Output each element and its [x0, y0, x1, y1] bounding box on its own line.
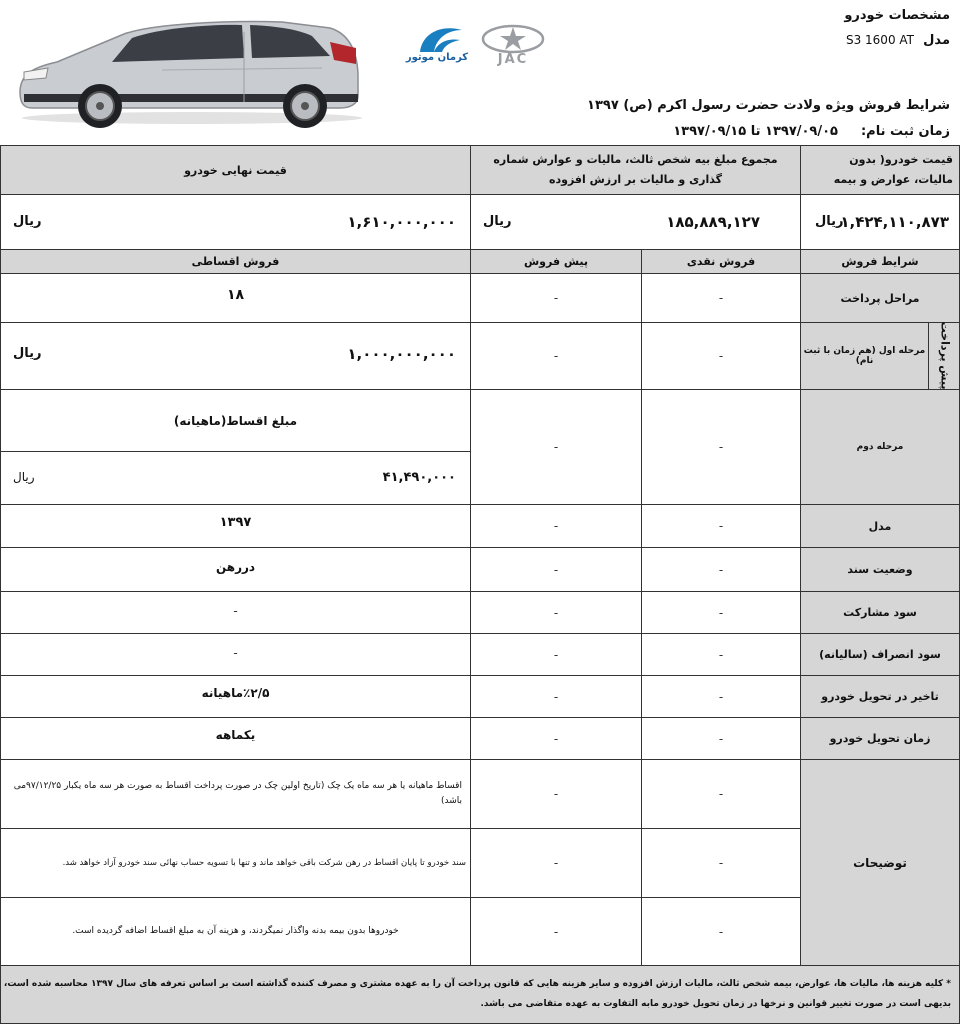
profit-label-cell: سود مشارکت — [800, 591, 960, 634]
cancel-installment-cell — [0, 633, 471, 676]
cancel-value: - — [233, 646, 238, 660]
tax-cell — [470, 194, 801, 250]
note1-cash-cell: - — [641, 759, 801, 829]
profit-cash-cell: - — [641, 591, 801, 634]
stages-installment-cell — [0, 273, 471, 323]
prepay-label-cell: پیش پرداخت — [928, 322, 960, 390]
col-installment: فروش اقساطی — [0, 249, 471, 274]
profit-installment-cell — [0, 591, 471, 634]
registration-label: زمان ثبت نام: — [860, 124, 950, 139]
delay-installment-cell — [0, 675, 471, 718]
kerman-motor-logo — [404, 22, 470, 68]
model-value: S3 1600 AT — [845, 33, 914, 47]
note2-cash-cell: - — [641, 828, 801, 898]
note1-text: اقساط ماهیانه یا هر سه ماه یک چک (تاریخ اولین چک در صورت پرداخت اقساط به صورت هر سه ماه یکبار ۹۷/۱۲/۲۵می باشد) — [13, 781, 462, 806]
delay-presale-cell: - — [470, 675, 642, 718]
monthly-label-cell: مبلغ اقساط(ماهیانه) — [0, 389, 471, 452]
stage1-cash-cell: - — [641, 322, 801, 390]
note1-cell — [0, 759, 471, 829]
note3-presale-cell: - — [470, 897, 642, 966]
stages-presale-cell: - — [470, 273, 642, 323]
jac-logo-text: JAC — [497, 52, 529, 67]
delivery-value: یکماهه — [215, 728, 256, 742]
monthly-unit: ریال — [13, 470, 35, 484]
base-price-header: قیمت خودرو( بدون مالیات، عوارض و بیمه — [800, 145, 960, 195]
tax-unit: ریال — [483, 214, 512, 229]
base-price-unit: ریال — [815, 214, 844, 229]
model-presale-cell: - — [470, 504, 642, 548]
doc-label-cell: وضعیت سند — [800, 547, 960, 592]
stage1-presale-cell: - — [470, 322, 642, 390]
cancel-label-cell: سود انصراف (سالیانه) — [800, 633, 960, 676]
note2-presale-cell: - — [470, 828, 642, 898]
tax-header: مجموع مبلغ بیه شخص ثالث، مالیات و عوارش شماره گذاری و مالیات بر ارزش افزوده — [470, 145, 801, 195]
cancel-cash-cell: - — [641, 633, 801, 676]
doc-installment-cell — [0, 547, 471, 592]
profit-value: - — [233, 604, 238, 618]
model-label-cell: مدل — [800, 504, 960, 548]
col-cash: فروش نقدی — [641, 249, 801, 274]
sale-title: شرایط فروش ویژه ولادت حضرت رسول اکرم (ص) ۱۳۹۷ — [587, 98, 950, 113]
note2-cell — [0, 828, 471, 898]
note1-presale-cell: - — [470, 759, 642, 829]
note3-cash-cell: - — [641, 897, 801, 966]
final-price-value: ۱,۶۱۰,۰۰۰,۰۰۰ — [347, 213, 456, 231]
delivery-cash-cell: - — [641, 717, 801, 760]
jac-logo — [478, 24, 548, 68]
specs-title: مشخصات خودرو — [844, 8, 950, 23]
note2-text: سند خودرو تا پایان اقساط در رهن شرکت باقی خواهد ماند و تنها با تسویه حساب نهائی سند خودرو آزاد خواهد شد. — [62, 857, 466, 868]
final-price-cell — [0, 194, 471, 250]
stages-label-cell: مراحل پرداخت — [800, 273, 960, 323]
final-price-unit: ریال — [13, 214, 42, 229]
stages-cash-cell: - — [641, 273, 801, 323]
doc-presale-cell: - — [470, 547, 642, 592]
kerman-motor-logo-text: کرمان موتور — [405, 52, 469, 63]
note3-text: خودروها بدون بیمه بدنه واگذار نمیگردند، و هزینه آن به مبلغ اقساط اضافه گردیده است. — [72, 926, 399, 936]
model-year-value: ۱۳۹۷ — [219, 515, 252, 530]
delivery-installment-cell — [0, 717, 471, 760]
car-image — [12, 12, 362, 127]
stage2-label-cell: مرحله دوم — [800, 389, 960, 505]
stage2-cash-cell: - — [641, 389, 801, 505]
monthly-value-cell — [0, 451, 471, 505]
delivery-label-cell: زمان تحویل خودرو — [800, 717, 960, 760]
registration-dates: ۱۳۹۷/۰۹/۰۵ تا ۱۳۹۷/۰۹/۱۵ — [673, 124, 838, 139]
delay-label-cell: تاخیر در تحویل خودرو — [800, 675, 960, 718]
stage1-value: ۱,۰۰۰,۰۰۰,۰۰۰ — [347, 345, 456, 363]
base-price-value: ۱,۴۲۴,۱۱۰,۸۷۳ — [840, 213, 949, 231]
col-conditions: شرایط فروش — [800, 249, 960, 274]
delay-cash-cell: - — [641, 675, 801, 718]
footer-line-1: * کلیه هزینه ها، مالیات ها، عوارض، بیمه شخص ثالث، مالیات ارزش افزوده و سایر هزینه هایی که قانون پرداخت آن را به عهده مشتری و مصرف کننده گذاشته است بر اساس تعرفه های سال ۱۳۹۷ محاسبه شده است، — [3, 979, 951, 989]
doc-cash-cell: - — [641, 547, 801, 592]
footer-note — [0, 965, 960, 1024]
model-label: مدل — [923, 33, 950, 48]
delay-value: ٪۲/۵ماهیانه — [201, 686, 270, 700]
notes-label-cell: توضیحات — [800, 759, 960, 966]
model-installment-cell — [0, 504, 471, 548]
footer-line-2: بدیهی است در صورت تغییر قوانین و نرخها در زمان تحویل خودرو مابه التفاوت به عهده متقاضی می باشد. — [480, 999, 951, 1009]
profit-presale-cell: - — [470, 591, 642, 634]
stages-value: ۱۸ — [226, 287, 245, 303]
base-price-cell — [800, 194, 960, 250]
stage1-installment-cell — [0, 322, 471, 390]
stage1-unit: ریال — [13, 346, 42, 361]
model-cash-cell: - — [641, 504, 801, 548]
col-presale: پیش فروش — [470, 249, 642, 274]
monthly-value: ۴۱,۴۹۰,۰۰۰ — [382, 470, 456, 485]
stage2-presale-cell: - — [470, 389, 642, 505]
stage1-label-cell: مرحله اول (هم زمان با ثبت نام) — [800, 322, 929, 390]
doc-status-value: دررهن — [215, 560, 256, 574]
cancel-presale-cell: - — [470, 633, 642, 676]
note3-cell — [0, 897, 471, 966]
delivery-presale-cell: - — [470, 717, 642, 760]
final-price-header: قیمت نهایی خودرو — [0, 145, 471, 195]
tax-value: ۱۸۵,۸۸۹,۱۲۷ — [666, 213, 760, 231]
